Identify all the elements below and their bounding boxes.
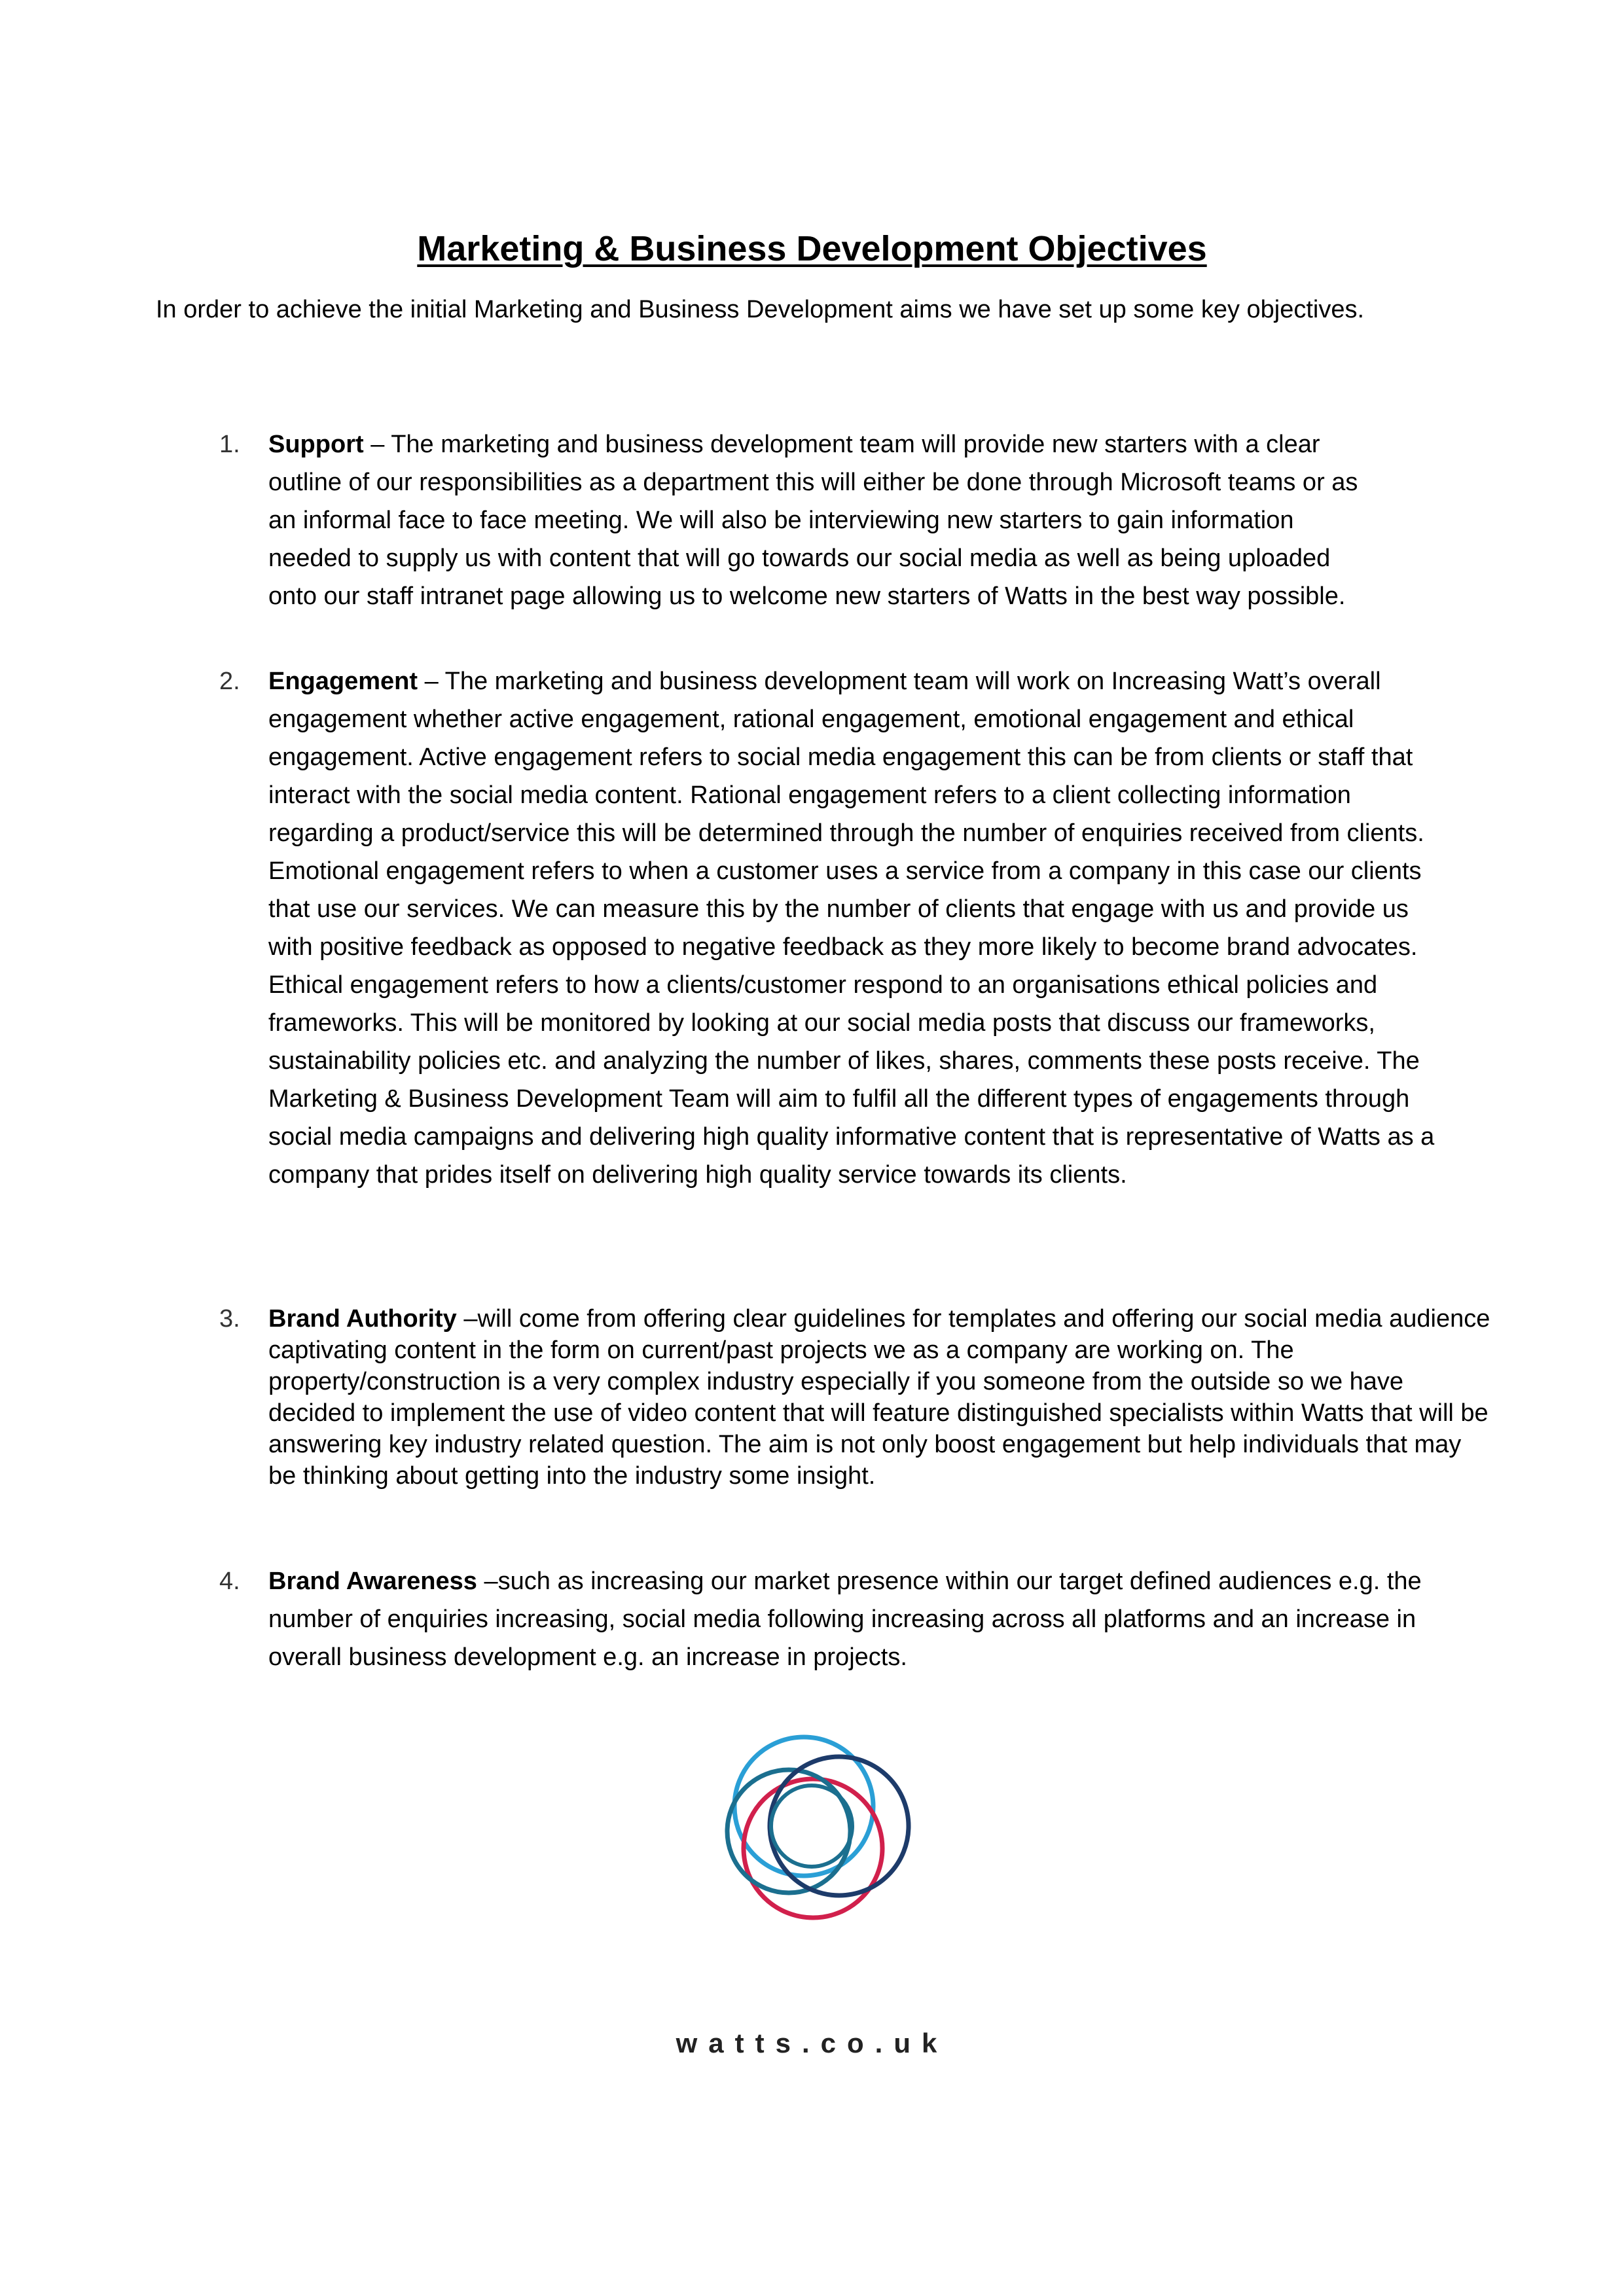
objective-lead: Engagement: [268, 668, 418, 695]
objective-number: 3.: [219, 1305, 240, 1333]
logo-ring-inner-teal: [771, 1785, 852, 1867]
objective-lead: Brand Awareness: [268, 1568, 477, 1595]
objective-lead: Support: [268, 431, 364, 458]
objective-lead: Brand Authority: [268, 1305, 457, 1333]
objective-number: 4.: [219, 1568, 240, 1595]
objective-item-brand-awareness: [219, 1562, 1434, 1676]
logo-ring-navy: [770, 1757, 909, 1895]
footer-website: watts.co.uk: [676, 2028, 948, 2058]
intro-paragraph: In order to achieve the initial Marketing and Business Development aims we have set up some key objectives.: [156, 296, 1365, 323]
objective-number: 1.: [219, 431, 240, 458]
page-title: Marketing & Business Development Objectives: [417, 229, 1207, 268]
objective-item-support: [219, 425, 1368, 615]
watts-rings-logo-icon: [713, 1720, 923, 1929]
objective-text: – The marketing and business development team will provide new starters with a clear outline of our responsibilities as a department this will either be done through Microsoft teams or as an informal face to face meeting. We will also be interviewing new starters to gain information needed to supply us with content that will go towards our social media as well as being uploaded onto our staff intranet page allowing us to welcome new starters of Watts in the best way possible.: [268, 431, 1358, 610]
objective-number: 2.: [219, 668, 240, 695]
objective-text: –such as increasing our market presence within our target defined audiences e.g. the number of enquiries increasing, social media following increasing across all platforms and an increase in overall business development e.g. an increase in projects.: [268, 1568, 1422, 1671]
objective-item-engagement: [219, 662, 1440, 1194]
objective-text: –will come from offering clear guidelines for templates and offering our social media audience captivating content in the form on current/past projects we as a company are working on. The property/construction is a very complex industry especially if you someone from the outside so we have decided to implement the use of video content that will feature distinguished specialists within Watts that will be answering key industry related question. The aim is not only boost engagement but help individuals that may be thinking about getting into the industry some insight.: [268, 1305, 1490, 1490]
objective-item-brand-authority: [219, 1303, 1492, 1492]
objective-text: – The marketing and business development team will work on Increasing Watt’s overall engagement whether active engagement, rational engagement, emotional engagement and ethical engagement. Active engagement refers to social media engagement this can be from clients or staff that interact with the social media content. Rational engagement refers to a client collecting information regarding a product/service this will be determined through the number of enquiries received from clients. Emotional engagement refers to when a customer uses a service from a company in this case our clients that use our services. We can measure this by the number of clients that engage with us and provide us with positive feedback as opposed to negative feedback as they more likely to become brand advocates. Ethical engagement refers to how a clients/customer respond to an organisations ethical policies and frameworks. This will be monitored by looking at our social media posts that discuss our frameworks, sustainability policies etc. and analyzing the number of likes, shares, comments these posts receive. The Marketing & Business Development Team will aim to fulfil all the different types of engagements through social media campaigns and delivering high quality informative content that is representative of Watts as a company that prides itself on delivering high quality service towards its clients.: [268, 668, 1435, 1189]
